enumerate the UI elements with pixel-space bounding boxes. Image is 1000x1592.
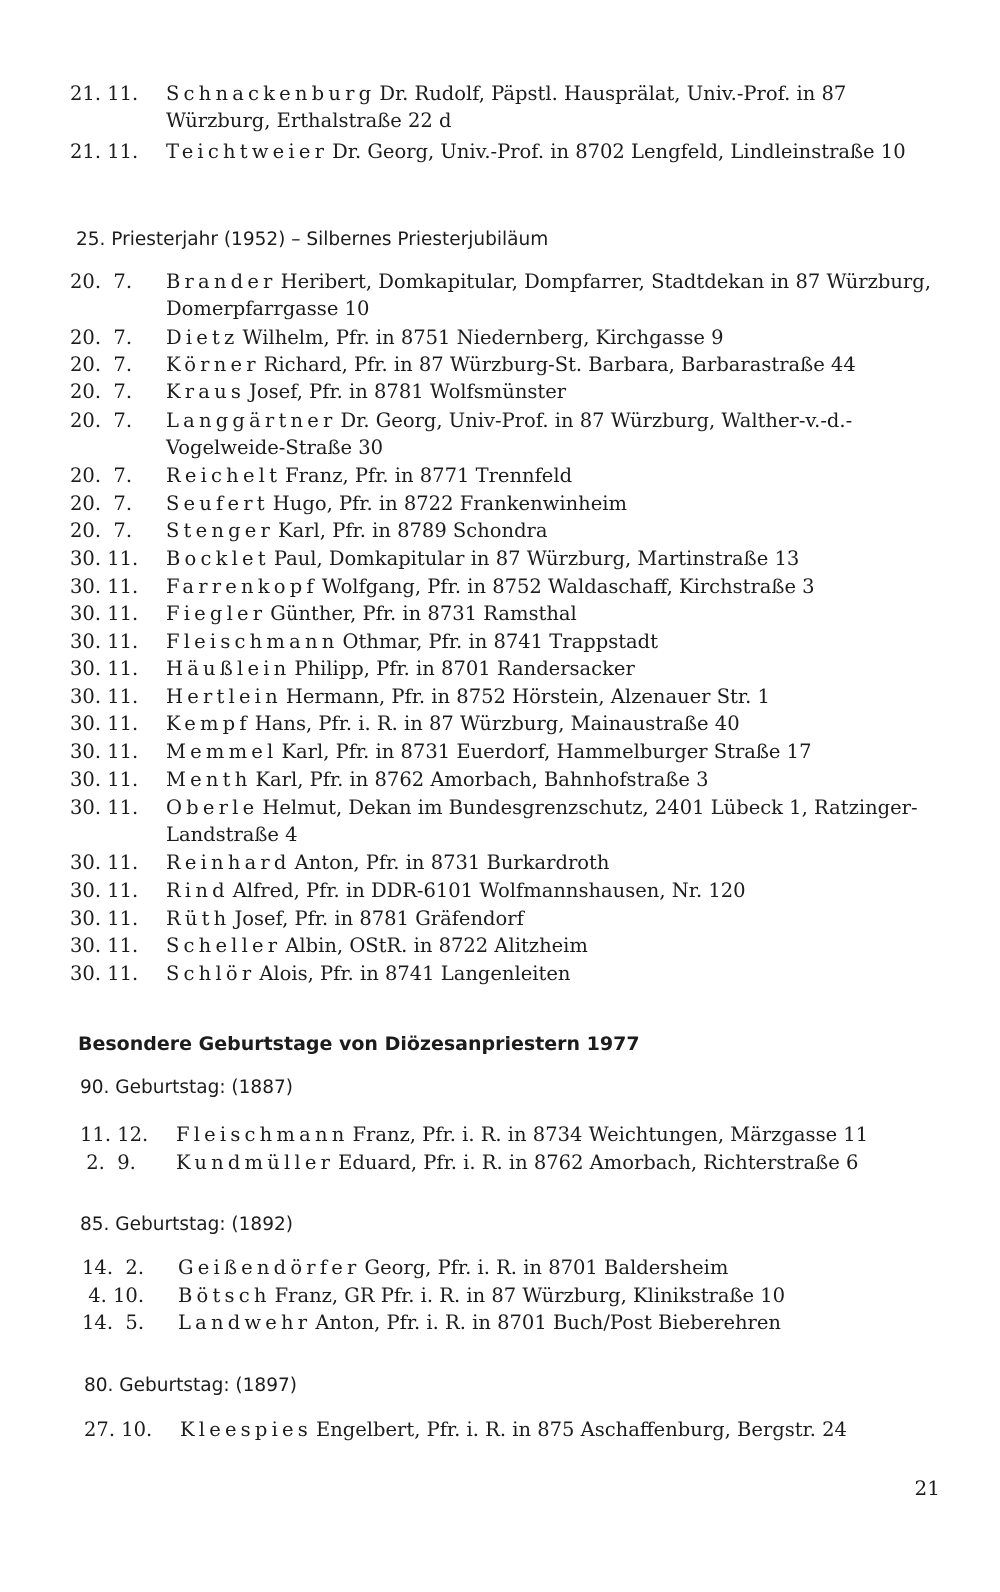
- entry-name: Stenger: [166, 519, 275, 542]
- entry-name: Kraus: [166, 380, 246, 403]
- entry-name: Memmel: [166, 740, 278, 763]
- list-item: [70, 766, 940, 793]
- page-title: Besondere Geburtstage von Diözesanpriestern 1977: [78, 1033, 640, 1055]
- entry-date: 30. 11.: [70, 934, 139, 957]
- entry-details: Dr. Georg, Univ.-Prof. in 8702 Lengfeld, Lindleinstraße 10: [332, 140, 906, 163]
- entry-date: 11. 12.: [80, 1123, 149, 1146]
- entry-name: Schlör: [166, 962, 256, 985]
- entry-date: 20. 7.: [70, 353, 133, 376]
- entry-name: Schnackenburg: [166, 82, 376, 105]
- list-item: [70, 545, 940, 572]
- entry-details: Albin, OStR. in 8722 Alitzheim: [285, 934, 588, 957]
- list-item: [70, 517, 940, 544]
- entry-date: 21. 11.: [70, 140, 139, 163]
- entry-details: Helmut, Dekan im Bundesgrenzschutz, 2401 Lübeck 1, Ratzinger-Landstraße 4: [166, 796, 918, 846]
- entry-name: Oberle: [166, 796, 259, 819]
- entry-name: Dietz: [166, 326, 239, 349]
- entry-date: 20. 7.: [70, 409, 133, 432]
- list-item: [70, 849, 940, 876]
- list-item: [70, 324, 940, 351]
- list-item: [70, 351, 940, 378]
- entry-name: Teichtweier: [166, 140, 329, 163]
- entry-details: Engelbert, Pfr. i. R. in 875 Aschaffenburg, Bergstr. 24: [315, 1418, 847, 1441]
- entry-date: 30. 11.: [70, 796, 139, 819]
- entry-name: Fleischmann: [166, 630, 339, 653]
- list-item: [70, 407, 940, 461]
- entry-name: Bocklet: [166, 547, 270, 570]
- list-item: [70, 905, 940, 932]
- entry-name: Brander: [166, 270, 277, 293]
- list-item: [70, 378, 940, 405]
- entry-date: 30. 11.: [70, 851, 139, 874]
- list-item: [70, 710, 940, 737]
- entry-details: Franz, Pfr. in 8771 Trennfeld: [285, 464, 573, 487]
- entry-name: Reinhard: [166, 851, 291, 874]
- list-item: [70, 600, 940, 627]
- entry-name: Reichelt: [166, 464, 282, 487]
- entry-date: 30. 11.: [70, 575, 139, 598]
- entry-details: Günther, Pfr. in 8731 Ramsthal: [270, 602, 577, 625]
- entry-details: Georg, Pfr. i. R. in 8701 Baldersheim: [364, 1256, 729, 1279]
- entry-name: Rind: [166, 879, 229, 902]
- entry-name: Fiegler: [166, 602, 267, 625]
- list-item: [70, 960, 940, 987]
- list-item: [70, 794, 940, 848]
- entry-details: Karl, Pfr. in 8789 Schondra: [278, 519, 548, 542]
- subsection-heading: 80. Geburtstag: (1897): [84, 1375, 297, 1396]
- entry-details: Karl, Pfr. in 8731 Euerdorf, Hammelburger Straße 17: [281, 740, 812, 763]
- list-item: [70, 138, 940, 165]
- list-item: [70, 877, 940, 904]
- list-item: [70, 738, 940, 765]
- entry-date: 30. 11.: [70, 712, 139, 735]
- entry-details: Richard, Pfr. in 87 Würzburg-St. Barbara, Barbarastraße 44: [263, 353, 856, 376]
- entry-details: Eduard, Pfr. i. R. in 8762 Amorbach, Richterstraße 6: [338, 1151, 859, 1174]
- list-item: [70, 80, 940, 134]
- list-item: [70, 268, 940, 322]
- list-item: [70, 655, 940, 682]
- entry-date: 20. 7.: [70, 270, 133, 293]
- entry-details: Franz, GR Pfr. i. R. in 87 Würzburg, Klinikstraße 10: [274, 1284, 786, 1307]
- entry-details: Heribert, Domkapitular, Dompfarrer, Stadtdekan in 87 Würzburg, Domerpfarrgasse 10: [166, 270, 931, 320]
- entry-date: 20. 7.: [70, 492, 133, 515]
- list-item: [82, 1282, 952, 1309]
- list-item: [70, 932, 940, 959]
- entry-details: Hermann, Pfr. in 8752 Hörstein, Alzenauer Str. 1: [285, 685, 770, 708]
- section-heading: 25. Priesterjahr (1952) – Silbernes Priesterjubiläum: [76, 229, 549, 250]
- entry-details: Philipp, Pfr. in 8701 Randersacker: [294, 657, 635, 680]
- entry-details: Dr. Rudolf, Päpstl. Hausprälat, Univ.-Prof. in 87 Würzburg, Erthalstraße 22 d: [166, 82, 847, 132]
- entry-details: Othmar, Pfr. in 8741 Trappstadt: [342, 630, 658, 653]
- entry-name: Landwehr: [178, 1311, 312, 1334]
- list-item: [80, 1149, 950, 1176]
- entry-name: Scheller: [166, 934, 282, 957]
- entry-details: Hugo, Pfr. in 8722 Frankenwinheim: [272, 492, 627, 515]
- entry-details: Anton, Pfr. i. R. in 8701 Buch/Post Bieberehren: [315, 1311, 781, 1334]
- entry-date: 4. 10.: [82, 1284, 145, 1307]
- entry-name: Fleischmann: [176, 1123, 349, 1146]
- entry-date: 20. 7.: [70, 464, 133, 487]
- entry-name: Bötsch: [178, 1284, 271, 1307]
- entry-details: Paul, Domkapitular in 87 Würzburg, Martinstraße 13: [273, 547, 800, 570]
- entry-date: 30. 11.: [70, 685, 139, 708]
- list-item: [82, 1254, 952, 1281]
- entry-name: Hertlein: [166, 685, 282, 708]
- entry-date: 30. 11.: [70, 768, 139, 791]
- entry-details: Wolfgang, Pfr. in 8752 Waldaschaff, Kirchstraße 3: [321, 575, 815, 598]
- subsection-heading: 85. Geburtstag: (1892): [80, 1214, 293, 1235]
- entry-date: 30. 11.: [70, 879, 139, 902]
- list-item: [70, 490, 940, 517]
- entry-name: Kundmüller: [176, 1151, 335, 1174]
- page-number: 21: [914, 1476, 940, 1500]
- entry-name: Körner: [166, 353, 260, 376]
- entry-details: Anton, Pfr. in 8731 Burkardroth: [294, 851, 610, 874]
- entry-date: 30. 11.: [70, 962, 139, 985]
- list-item: [80, 1121, 950, 1148]
- entry-details: Wilhelm, Pfr. in 8751 Niedernberg, Kirchgasse 9: [242, 326, 724, 349]
- entry-details: Josef, Pfr. in 8781 Wolfsmünster: [249, 380, 567, 403]
- entry-date: 21. 11.: [70, 82, 139, 105]
- entry-name: Seufert: [166, 492, 269, 515]
- entry-name: Kleespies: [180, 1418, 312, 1441]
- entry-date: 27. 10.: [84, 1418, 153, 1441]
- entry-date: 20. 7.: [70, 380, 133, 403]
- entry-details: Dr. Georg, Univ-Prof. in 87 Würzburg, Walther-v.-d.-Vogelweide-Straße 30: [166, 409, 853, 459]
- list-item: [70, 683, 940, 710]
- list-item: [70, 462, 940, 489]
- entry-details: Alfred, Pfr. in DDR-6101 Wolfmannshausen, Nr. 120: [232, 879, 746, 902]
- entry-date: 30. 11.: [70, 602, 139, 625]
- list-item: [70, 573, 940, 600]
- entry-date: 20. 7.: [70, 519, 133, 542]
- list-item: [84, 1416, 954, 1443]
- list-item: [70, 628, 940, 655]
- entry-details: Alois, Pfr. in 8741 Langenleiten: [259, 962, 571, 985]
- entry-date: 30. 11.: [70, 740, 139, 763]
- entry-date: 30. 11.: [70, 657, 139, 680]
- entry-name: Geißendörfer: [178, 1256, 361, 1279]
- entry-date: 30. 11.: [70, 907, 139, 930]
- entry-details: Franz, Pfr. i. R. in 8734 Weichtungen, Märzgasse 11: [352, 1123, 869, 1146]
- entry-name: Farrenkopf: [166, 575, 318, 598]
- entry-name: Kempf: [166, 712, 251, 735]
- list-item: [82, 1309, 952, 1336]
- entry-name: Rüth: [166, 907, 231, 930]
- entry-date: 30. 11.: [70, 547, 139, 570]
- entry-details: Josef, Pfr. in 8781 Gräfendorf: [234, 907, 524, 930]
- entry-date: 20. 7.: [70, 326, 133, 349]
- entry-details: Hans, Pfr. i. R. in 87 Würzburg, Mainaustraße 40: [254, 712, 740, 735]
- entry-name: Häußlein: [166, 657, 291, 680]
- entry-name: Langgärtner: [166, 409, 337, 432]
- entry-date: 30. 11.: [70, 630, 139, 653]
- subsection-heading: 90. Geburtstag: (1887): [80, 1077, 293, 1098]
- entry-date: 14. 5.: [82, 1311, 145, 1334]
- entry-date: 2. 9.: [80, 1151, 136, 1174]
- entry-name: Menth: [166, 768, 252, 791]
- entry-details: Karl, Pfr. in 8762 Amorbach, Bahnhofstraße 3: [255, 768, 709, 791]
- entry-date: 14. 2.: [82, 1256, 145, 1279]
